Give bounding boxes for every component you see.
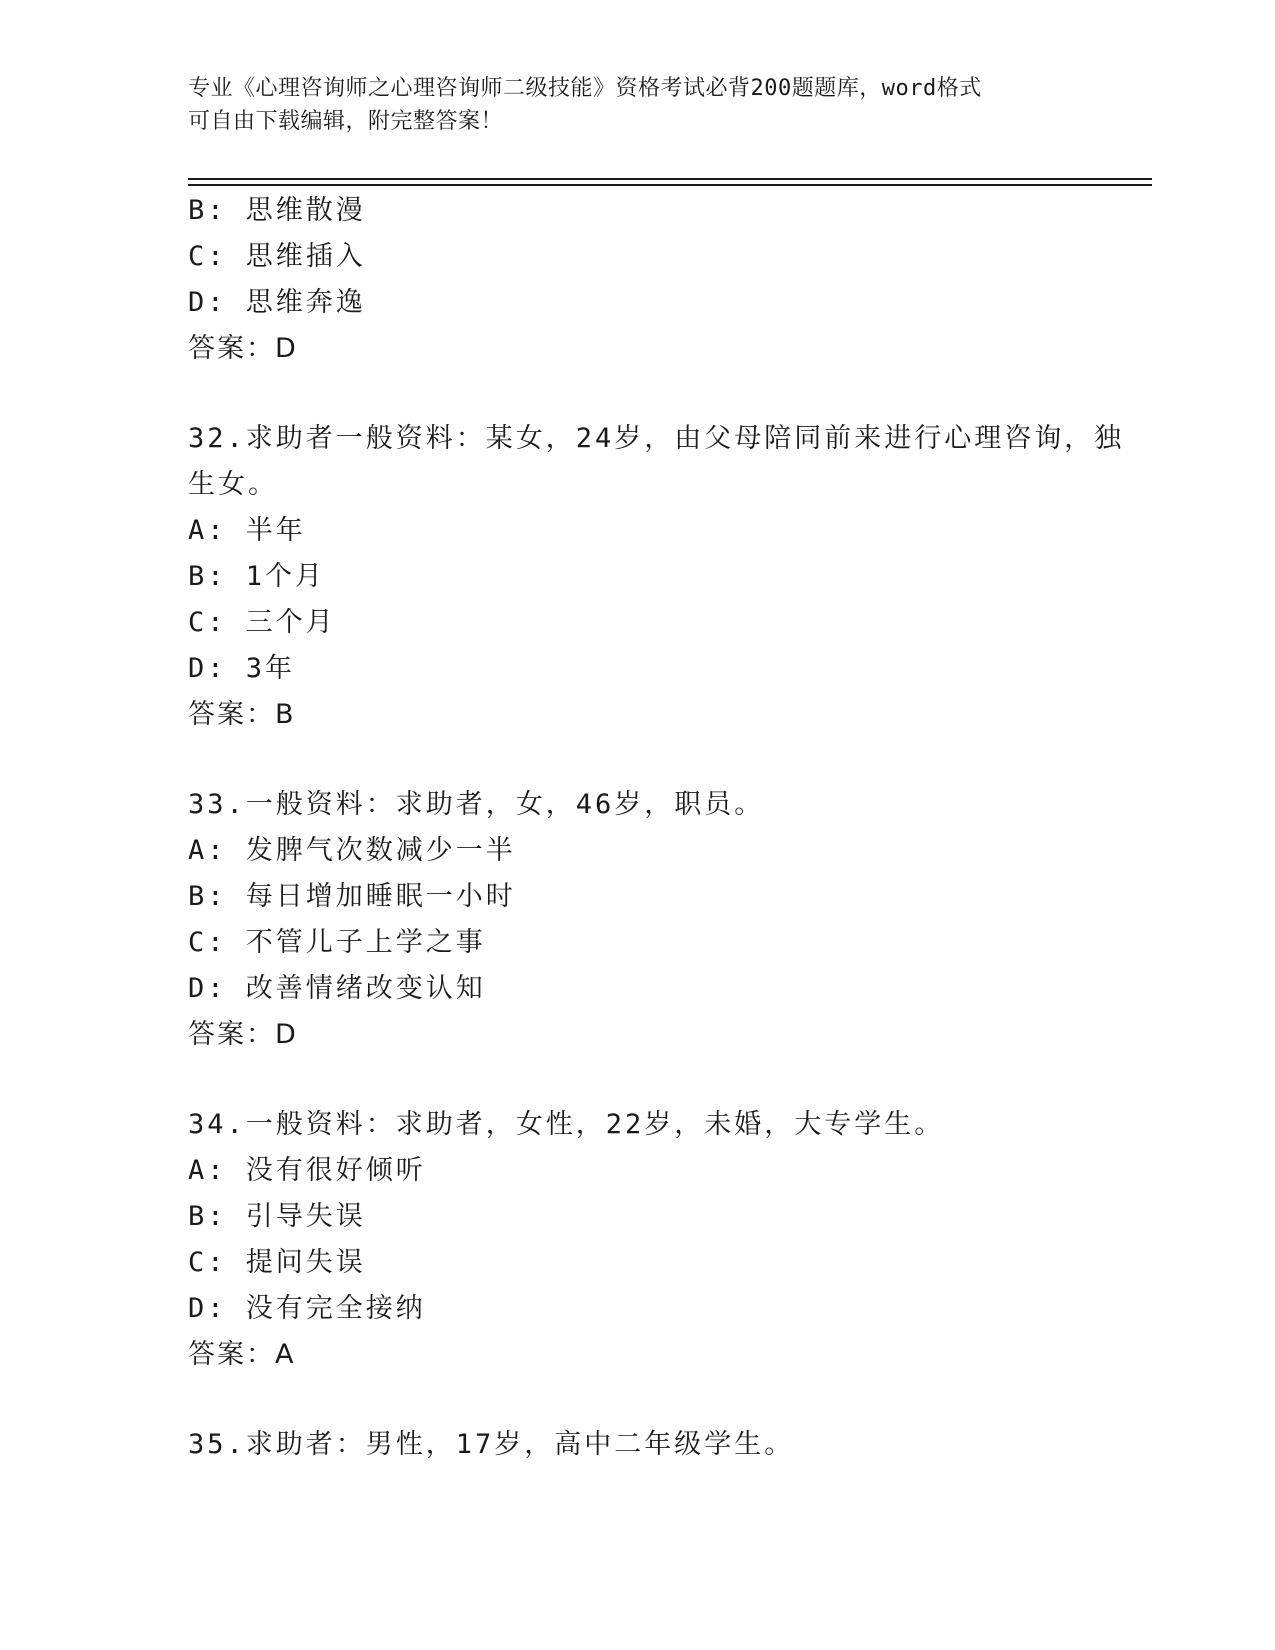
question-33 (188, 782, 1088, 1058)
question-31-tail (188, 188, 1088, 372)
header-divider-top (188, 178, 1152, 180)
answer-line: 答案：D (188, 333, 298, 364)
option-b: B: 1个月 (188, 561, 326, 592)
option-c: C: 三个月 (188, 607, 336, 638)
option-c: C: 思维插入 (188, 241, 366, 272)
question-34 (188, 1102, 1088, 1378)
option-d: D: 3年 (188, 653, 296, 684)
option-d: D: 改善情绪改变认知 (188, 973, 486, 1004)
header-title-line-1: 专业《心理咨询师之心理咨询师二级技能》资格考试必背200题题库，word格式 (188, 76, 982, 101)
header-title-line-2: 可自由下载编辑，附完整答案！ (188, 109, 504, 134)
question-list (188, 188, 1125, 1468)
option-a: A: 没有很好倾听 (188, 1155, 426, 1186)
header-divider-bottom (188, 184, 1152, 186)
option-c: C: 不管儿子上学之事 (188, 927, 486, 958)
option-d: D: 思维奔逸 (188, 287, 366, 318)
answer-line: 答案：A (188, 1339, 296, 1370)
option-b: B: 每日增加睡眠一小时 (188, 881, 516, 912)
option-c: C: 提问失误 (188, 1247, 366, 1278)
question-stem: 33.一般资料：求助者，女，46岁，职员。 (188, 789, 765, 820)
option-b: B: 引导失误 (188, 1201, 366, 1232)
question-stem: 34.一般资料：求助者，女性，22岁，未婚，大专学生。 (188, 1109, 945, 1140)
question-35 (188, 1422, 1088, 1468)
question-stem: 32.求助者一般资料：某女，24岁，由父母陪同前来进行心理咨询，独 (188, 423, 1125, 454)
answer-line: 答案：B (188, 699, 296, 730)
option-a: A: 半年 (188, 515, 306, 546)
question-32 (188, 416, 1125, 738)
question-stem-continued: 生女。 (188, 469, 278, 500)
answer-line: 答案：D (188, 1019, 298, 1050)
option-b: B: 思维散漫 (188, 195, 366, 226)
option-d: D: 没有完全接纳 (188, 1293, 426, 1324)
option-a: A: 发脾气次数减少一半 (188, 835, 516, 866)
document-header (188, 72, 1088, 138)
question-stem: 35.求助者：男性，17岁，高中二年级学生。 (188, 1429, 795, 1460)
